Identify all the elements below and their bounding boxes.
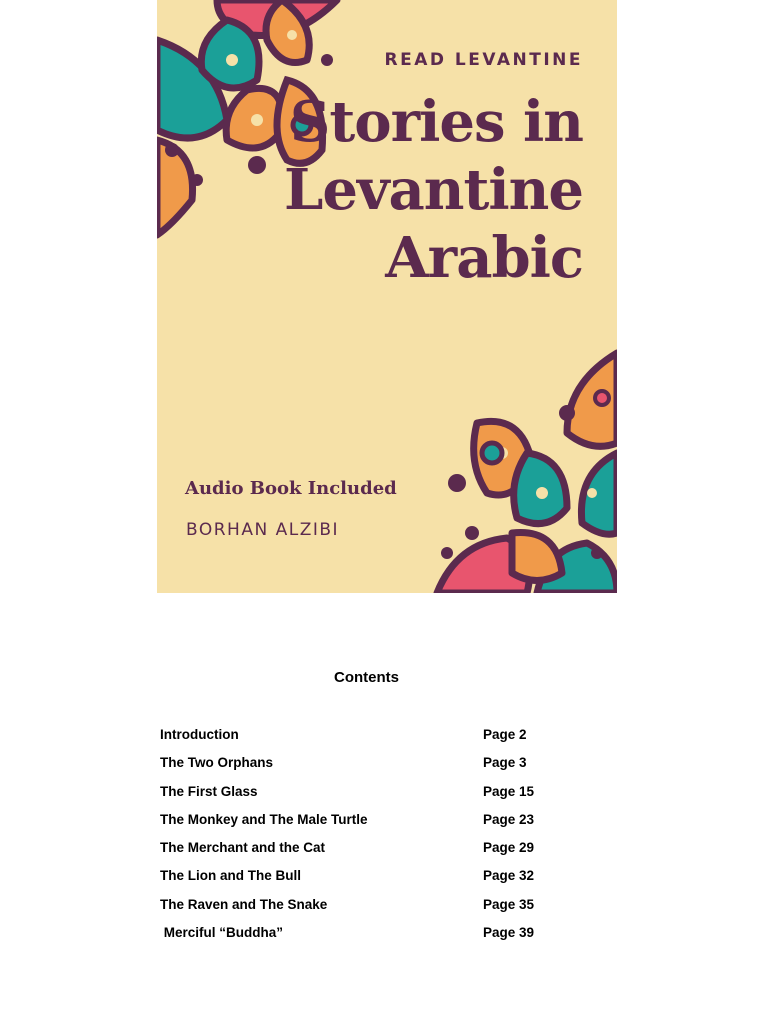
toc-entry-title: The Merchant and the Cat <box>160 840 326 856</box>
toc-entry <box>160 925 580 953</box>
book-cover <box>157 0 617 593</box>
toc-entry-title: The Monkey and The Male Turtle <box>160 811 368 827</box>
toc-entry-page: Page 35 <box>483 896 535 912</box>
title-line-1: Stories in <box>289 89 583 155</box>
toc-entry-title: Merciful “Buddha” <box>160 925 284 941</box>
toc-entry-page: Page 39 <box>483 925 535 941</box>
toc-entry <box>160 868 580 896</box>
toc-entry-page: Page 32 <box>483 868 535 884</box>
toc-entry <box>160 840 580 868</box>
audio-book-note: Audio Book Included <box>185 478 397 499</box>
book-title <box>283 88 583 292</box>
toc-entry <box>160 755 580 783</box>
table-of-contents <box>160 727 580 953</box>
toc-entry-title: The Raven and The Snake <box>160 896 328 912</box>
toc-entry-title: The Lion and The Bull <box>160 868 301 884</box>
toc-entry <box>160 812 580 840</box>
toc-entry-page: Page 15 <box>483 783 535 799</box>
toc-entry-page: Page 23 <box>483 811 535 827</box>
toc-entry-page: Page 29 <box>483 840 535 856</box>
toc-entry-page: Page 3 <box>483 755 527 771</box>
title-line-3: Arabic <box>385 225 583 291</box>
toc-entry-title: Introduction <box>160 727 239 742</box>
mandala-ornament-bottom-right <box>417 343 617 593</box>
toc-entry <box>160 784 580 812</box>
toc-entry-title: The First Glass <box>160 783 258 799</box>
series-label: READ LEVANTINE <box>384 50 583 70</box>
toc-entry-page: Page 2 <box>483 727 527 742</box>
contents-heading: Contents <box>334 669 399 686</box>
toc-entry <box>160 727 580 755</box>
author-name: BORHAN ALZIBI <box>186 520 340 540</box>
toc-entry-title: The Two Orphans <box>160 755 274 771</box>
toc-entry <box>160 897 580 925</box>
title-line-2: Levantine <box>283 157 583 223</box>
